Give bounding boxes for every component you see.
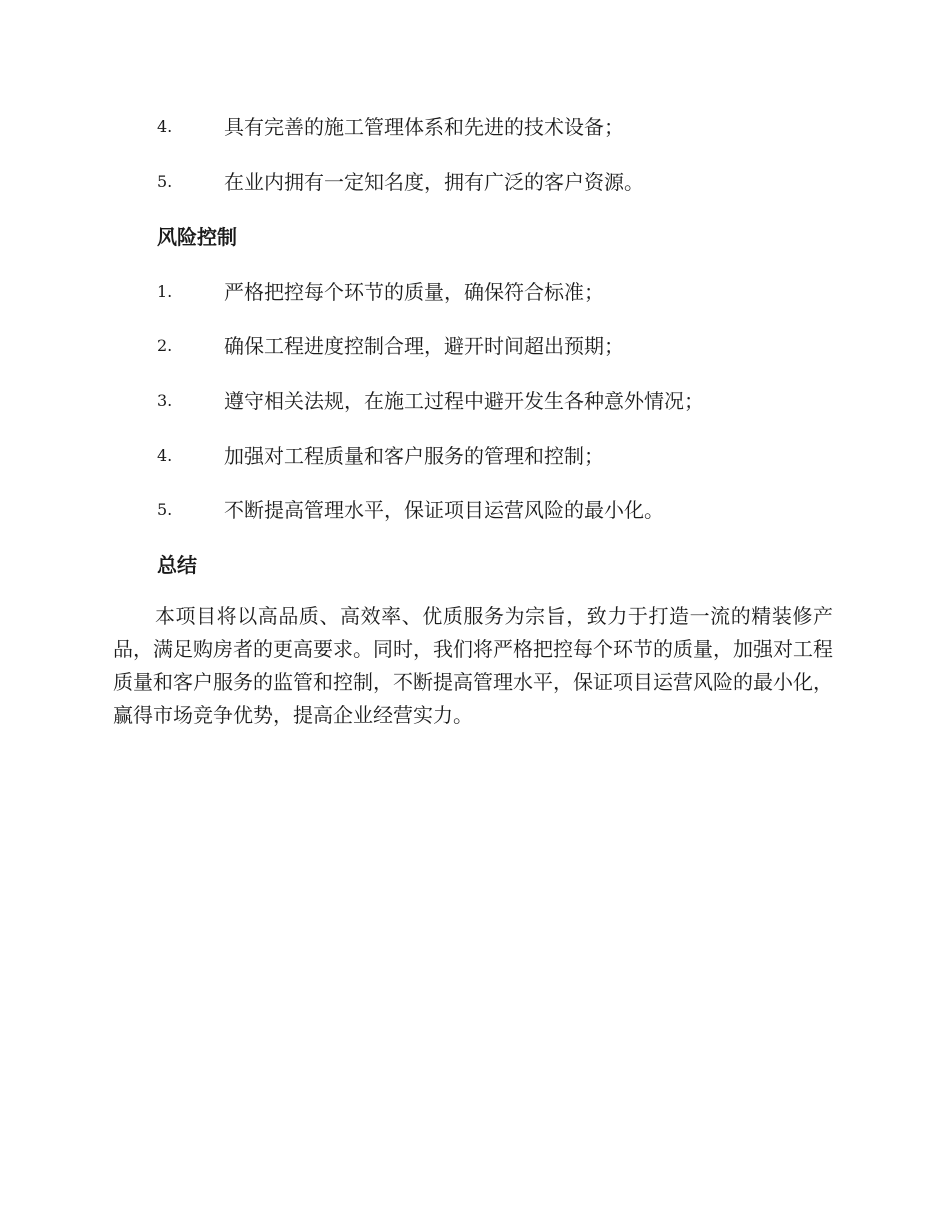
list-item-number: 2. [157,336,173,355]
list-item [0,441,950,471]
list-item-number: 5. [157,500,173,519]
list-item-text: 在业内拥有一定知名度，拥有广泛的客户资源。 [224,170,644,194]
list-item-text: 具有完善的施工管理体系和先进的技术设备； [224,115,624,139]
list-item [0,331,950,361]
section-heading-summary: 总结 [157,553,197,577]
list-item [0,112,950,142]
list-item [0,167,950,197]
list-item-number: 1. [157,282,173,301]
list-item-text: 不断提高管理水平，保证项目运营风险的最小化。 [224,498,664,522]
section-heading-risk-control: 风险控制 [157,225,237,249]
list-item-number: 4. [157,446,173,465]
list-item-number: 5. [157,172,173,191]
list-item-number: 4. [157,117,173,136]
list-item [0,386,950,416]
list-item-number: 3. [157,391,173,410]
list-item-text: 遵守相关法规，在施工过程中避开发生各种意外情况； [224,389,704,413]
list-item [0,277,950,307]
list-item-text: 严格把控每个环节的质量，确保符合标准； [224,280,604,304]
list-item-text: 确保工程进度控制合理，避开时间超出预期； [224,334,624,358]
summary-paragraph: 本项目将以高品质、高效率、优质服务为宗旨，致力于打造一流的精装修产品，满足购房者的更高要求。同时，我们将严格把控每个环节的质量，加强对工程质量和客户服务的监管和控制，不断提高管理水平，保证项目运营风险的最小化，赢得市场竞争优势，提高企业经营实力。 [113,604,833,727]
list-item-text: 加强对工程质量和客户服务的管理和控制； [224,444,604,468]
list-item [0,495,950,525]
